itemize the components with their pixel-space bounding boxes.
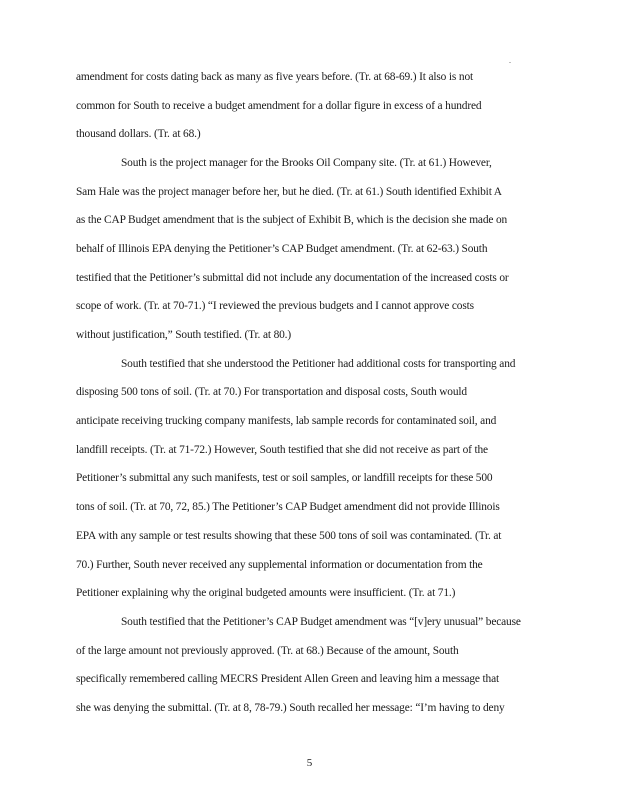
text-line: disposing 500 tons of soil. (Tr. at 70.) For transportation and disposal costs, South would [76, 386, 467, 398]
text-line: common for South to receive a budget amendment for a dollar figure in excess of a hundred [76, 100, 482, 112]
text-line: scope of work. (Tr. at 70-71.) “I reviewed the previous budgets and I cannot approve costs [76, 300, 474, 312]
paragraph-first-line: South testified that the Petitioner’s CAP Budget amendment was “[v]ery unusual” because [121, 616, 521, 628]
text-line: she was denying the submittal. (Tr. at 8, 78-79.) South recalled her message: “I’m having to deny [76, 702, 505, 714]
text-line: 70.) Further, South never received any supplemental information or documentation from the [76, 559, 483, 571]
text-line: behalf of Illinois EPA denying the Petitioner’s CAP Budget amendment. (Tr. at 62-63.) South [76, 243, 488, 255]
text-line: Petitioner explaining why the original budgeted amounts were insufficient. (Tr. at 71.) [76, 587, 456, 599]
text-line: Petitioner’s submittal any such manifests, test or soil samples, or landfill receipts for these 500 [76, 472, 493, 484]
text-line: thousand dollars. (Tr. at 68.) [76, 128, 201, 140]
text-line: testified that the Petitioner’s submittal did not include any documentation of the increased costs or [76, 272, 509, 284]
text-line: Sam Hale was the project manager before her, but he died. (Tr. at 61.) South identified Exhibit A [76, 186, 502, 198]
text-line: of the large amount not previously approved. (Tr. at 68.) Because of the amount, South [76, 645, 459, 657]
text-line: EPA with any sample or test results showing that these 500 tons of soil was contaminated. (Tr. at [76, 530, 502, 542]
text-line: as the CAP Budget amendment that is the subject of Exhibit B, which is the decision she made on [76, 214, 508, 226]
text-line: landfill receipts. (Tr. at 71-72.) However, South testified that she did not receive as part of the [76, 444, 488, 456]
text-line: specifically remembered calling MECRS President Allen Green and leaving him a message that [76, 673, 500, 685]
paragraph-first-line: South is the project manager for the Brooks Oil Company site. (Tr. at 61.) However, [121, 157, 492, 169]
paragraph-first-line: South testified that she understood the Petitioner had additional costs for transporting and [121, 358, 516, 370]
text-line: without justification,” South testified. (Tr. at 80.) [76, 329, 291, 341]
corner-mark: . [509, 56, 511, 65]
page-number: 5 [306, 757, 313, 769]
text-line: tons of soil. (Tr. at 70, 72, 85.) The Petitioner’s CAP Budget amendment did not provide Illinois [76, 501, 500, 513]
text-line: amendment for costs dating back as many as five years before. (Tr. at 68-69.) It also is not [76, 71, 474, 83]
text-line: anticipate receiving trucking company manifests, lab sample records for contaminated soil, and [76, 415, 497, 427]
